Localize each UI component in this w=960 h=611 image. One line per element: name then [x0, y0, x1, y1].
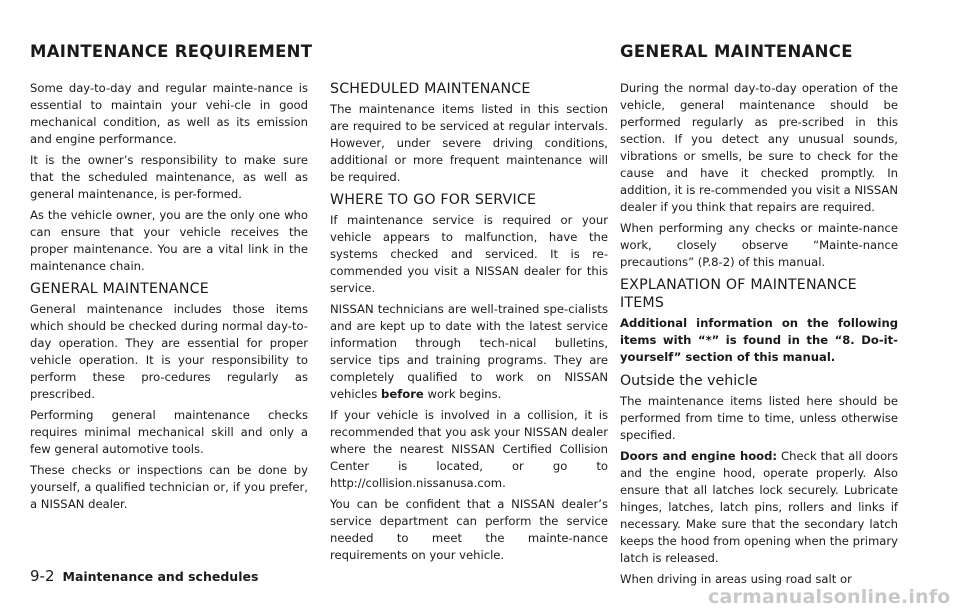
paragraph-text: NISSAN technicians are well-trained spe-cialists and are kept up to date with the latest service information through tech-nical bulletins, service tips and training programs. They are completely qualified to work on NISSAN vehicles — [330, 302, 608, 401]
paragraph: As the vehicle owner, you are the only one who can ensure that your vehicle receives the proper maintenance. You are a vital link in the maintenance chain. — [30, 208, 308, 273]
paragraph: Performing general maintenance checks requires minimal mechanical skill and only a few general automotive tools. — [30, 408, 308, 456]
paragraph: During the normal day-to-day operation of the vehicle, general maintenance should be performed regularly as pre-scribed in this section. If you detect any unusual sounds, vibrations or smells, be sure to check for the cause and have it checked promptly. In addition, it is re-commended you visit a NISSAN dealer if you think that repairs are required. — [620, 81, 898, 214]
paragraph: General maintenance includes those items which should be checked during normal day-to-day operation. They are essential for proper vehicle operation. It is your responsibility to perform these pro-cedures regularly as prescribed. — [30, 302, 308, 401]
paragraph: If maintenance service is required or your vehicle appears to malfunction, have the systems checked and serviced. It is re-commended you visit a NISSAN dealer for this service. — [330, 213, 608, 295]
subheading-general-maintenance: GENERAL MAINTENANCE — [30, 281, 209, 297]
paragraph: It is the owner’s responsibility to make sure that the scheduled maintenance, as well as general maintenance, is per-formed. — [30, 153, 308, 201]
paragraph: Some day-to-day and regular mainte-nance is essential to maintain your vehi-cle in good mechanical condition, as well as its emission and engine performance. — [30, 81, 308, 146]
text-column-left — [30, 80, 308, 517]
subheading-scheduled-maintenance: SCHEDULED MAINTENANCE — [330, 81, 531, 97]
bold-note: Additional information on the following items with “*” is found in the “8. Do-it-yourself” section of this manual. — [620, 316, 898, 364]
subheading-outside-the-vehicle: Outside the vehicle — [620, 373, 758, 389]
paragraph: These checks or inspections can be done by yourself, a qualified technician or, if you prefer, a NISSAN dealer. — [30, 463, 308, 511]
subheading-where-to-go-for-service: WHERE TO GO FOR SERVICE — [330, 192, 537, 208]
paragraph: You can be confident that a NISSAN dealer’s service department can perform the service needed to meet the mainte-nance requirements on your vehicle. — [330, 497, 608, 562]
subheading-explanation-of-maintenance-items: EXPLANATION OF MAINTENANCE ITEMS — [620, 277, 857, 311]
paragraph: The maintenance items listed here should be performed from time to time, unless otherwise specified. — [620, 394, 898, 442]
paragraph: When performing any checks or mainte-nance work, closely observe “Mainte-nance precautions” (P.8-2) of this manual. — [620, 221, 898, 269]
paragraph — [620, 448, 898, 567]
paragraph-text: work begins. — [423, 387, 502, 401]
paragraph: When driving in areas using road salt or — [620, 572, 852, 586]
paragraph-text: Check that all doors and the engine hood, operate properly. Also ensure that all latches lock securely. Lubricate hinges, latches, latch pins, rollers and links if necessary. Make sure that the secondary latch keeps the hood from opening when the primary latch is released. — [620, 449, 898, 565]
section-heading-general-maintenance: GENERAL MAINTENANCE — [620, 42, 853, 61]
text-column-middle — [330, 80, 608, 568]
watermark: carmanualsonline.info — [708, 586, 951, 608]
emphasis-text: before — [381, 387, 424, 401]
paragraph — [330, 301, 608, 403]
item-label-doors-and-engine-hood: Doors and engine hood: — [620, 449, 778, 463]
section-heading-maintenance-requirement: MAINTENANCE REQUIREMENT — [30, 42, 313, 61]
paragraph: The maintenance items listed in this section are required to be serviced at regular intervals. However, under severe driving conditions, additional or more frequent maintenance will be required. — [330, 102, 608, 184]
page-number: 9-2 — [30, 567, 55, 585]
page-footer — [30, 566, 258, 585]
text-column-right — [620, 80, 898, 592]
footer-section-title: Maintenance and schedules — [62, 569, 259, 584]
paragraph: If your vehicle is involved in a collision, it is recommended that you ask your NISSAN dealer where the nearest NISSAN Certified Collision Center is located, or go to http://collision.nissanusa.com. — [330, 408, 608, 490]
